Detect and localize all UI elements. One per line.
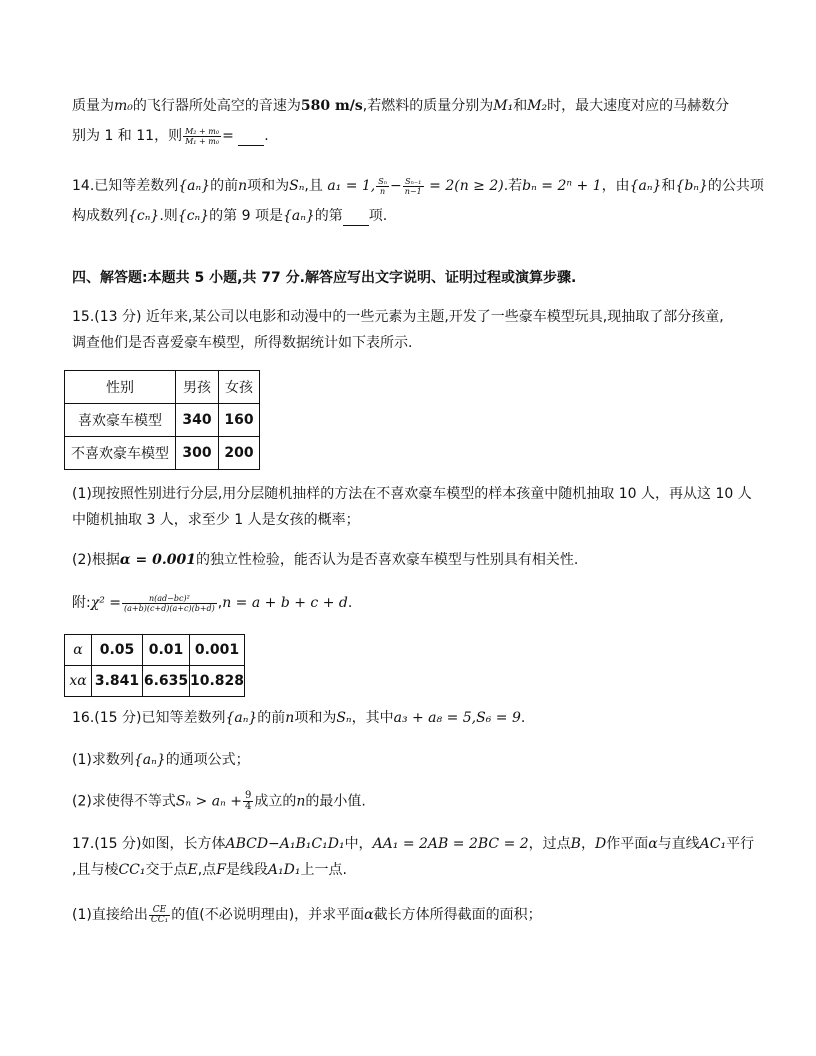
text: ，过点 [528,836,571,852]
table-cell: 300 [176,437,219,470]
math-Sn: Sₙ [289,178,305,194]
math-bn: bₙ = 2ⁿ + 1 [522,178,602,194]
p16-q1 [72,750,250,770]
math-bn: {bₙ} [675,178,708,194]
text: (2)根据 [72,552,120,568]
answer-blank [343,211,369,226]
text: ， [580,836,595,852]
math-an: {aₙ} [178,178,211,194]
table-row [65,404,260,437]
math-fraction [243,791,253,812]
text: . [264,128,269,144]
text: = [222,128,234,144]
text: ，由 [601,178,630,194]
math-n: n [285,710,295,726]
math-n-eq: n = a + b + c + d [222,595,348,611]
text: 的第 [314,208,343,224]
fraction-num: CE [149,906,170,916]
text: 附: [72,595,91,611]
text: 项和为 [294,710,337,726]
math-AC1: AC₁ [699,836,727,852]
p15-q1-line-1: (1)现按照性别进行分层,用分层随机抽样的方法在不喜欢豪车模型的样本孩童中随机抽取 10 人，再从这 10 人 [72,486,752,502]
math-alpha: α [364,907,374,923]
math-n: n [238,178,248,194]
answer-blank [238,131,264,146]
text: 的公共项 [707,178,764,194]
text: 17.(15 分)如图，长方体 [72,836,226,852]
text: 截长方体所得截面的面积； [373,907,542,923]
text: 平行 [726,836,755,852]
table-cell: 不喜欢豪车模型 [65,437,176,470]
p15-line-1: 15.(13 分) 近年来,某公司以电影和动漫中的一些元素为主题,开发了一些豪车模型玩具,现抽取了部分孩童, [72,309,724,325]
math-an: {aₙ} [629,178,662,194]
text: 的最小值. [305,793,366,810]
table-cell: 0.05 [92,635,143,666]
fraction-den: M₁ + m₀ [185,136,220,146]
p14-line-1 [72,176,764,196]
p14-line-2 [72,206,387,226]
fraction-den: (a+b)(c+d)(a+c)(b+d) [124,603,215,613]
math-a1: a₁ = 1, [327,178,376,194]
fraction-den: 4 [244,801,252,812]
math-chi: χ² = [90,595,121,611]
math-F: F [216,862,226,878]
p16-q2 [72,791,366,812]
text: 的前 [210,178,239,194]
text: 与直线 [657,836,700,852]
text: 14.已知等差数列 [72,178,179,194]
text: 的值(不必说明理由)，并求平面 [171,907,365,923]
math-alpha: α [648,836,658,852]
p13-line-1 [72,96,729,116]
table-cell: 0.01 [143,635,190,666]
text: 构成数列 [72,208,128,224]
table-cell: 0.001 [190,635,245,666]
fraction-den: n [380,186,386,196]
text: .则 [159,208,178,224]
math-cn: {cₙ} [128,208,160,224]
p15-q1-line-2: 中随机抽取 3 人，求至少 1 人是女孩的概率； [72,512,360,528]
text: ,若燃料的质量分别为 [362,98,494,114]
math-Sn: Sₙ [336,710,352,726]
table-cell: 200 [219,437,260,470]
text: 成立的 [254,793,297,810]
math-B: B [570,836,581,852]
p17-line-1 [72,834,754,854]
p17-line-2 [72,860,347,880]
math-eq: = 2(n ≥ 2) [429,178,504,194]
text: 作平面 [606,836,649,852]
survey-table [64,370,260,470]
text: . [347,595,353,611]
text: 别为 1 和 11，则 [72,128,183,144]
math-speed: 580 m/s [300,98,363,114]
text: 的前 [257,710,286,726]
text: 交于点 [145,862,188,878]
table-cell: xα [65,666,92,697]
math-an: {aₙ} [133,752,166,768]
text: 和 [513,98,528,114]
table-cell: 6.635 [143,666,190,697]
text: ,且与棱 [72,862,119,878]
table-cell: α [65,635,92,666]
text: − [390,178,402,194]
table-cell: 160 [219,404,260,437]
text: ,点 [197,862,217,878]
text: 16.(15 分)已知等差数列 [72,710,226,726]
text: 时，最大速度对应的马赫数分 [547,98,730,114]
text: 中， [344,836,373,852]
section-heading: 四、解答题:本题共 5 小题,共 77 分.解答应写出文字说明、证明过程或演算步骤. [72,270,577,286]
fraction-num: 9 [244,790,252,801]
p15-q2 [72,550,578,570]
formula-line [72,593,352,613]
text: 的飞行器所处高空的音速为 [132,98,301,114]
text: (1)求数列 [72,752,134,768]
text: (2)求使得不等式 [72,793,176,810]
math-D: D [594,836,607,852]
table-row [65,666,245,697]
table-cell: 10.828 [190,666,245,697]
text: 的独立性检验，能否认为是否喜欢豪车模型与性别具有相关性. [195,552,579,568]
math-CC1: CC₁ [118,862,146,878]
math-alpha: α = 0.001 [119,552,196,568]
math-E: E [187,862,198,878]
math-M2: M₂ [527,98,548,114]
math-inequality: Sₙ > aₙ + [175,793,242,810]
math-box: ABCD−A₁B₁C₁D₁ [225,836,345,852]
text: 项. [368,208,388,224]
p17-q1 [72,905,542,925]
text: (1)直接给出 [72,907,148,923]
text: ,且 [304,178,323,194]
text: , [217,595,223,611]
table-header-row [65,371,260,404]
math-A1D1: A₁D₁ [267,862,301,878]
table-cell: 340 [176,404,219,437]
math-fraction [376,177,389,196]
text: 项和为 [247,178,290,194]
text: ，其中 [351,710,394,726]
text: . [520,710,526,726]
math-fraction [183,127,221,146]
math-fraction [122,594,217,613]
p15-line-2: 调查他们是否喜爱豪车模型，所得数据统计如下表所示. [72,335,413,351]
critical-value-table [64,634,245,697]
table-cell: 喜欢豪车模型 [65,404,176,437]
math-fraction [149,906,170,925]
math-m0: m₀ [114,98,133,114]
math-an: {aₙ} [225,710,258,726]
text: 质量为 [72,98,114,114]
table-cell: 3.841 [92,666,143,697]
table-row [65,635,245,666]
math-M1: M₁ [493,98,514,114]
table-header: 女孩 [219,371,260,404]
text: 和 [661,178,676,194]
fraction-num: n(ad−bc)² [122,594,217,604]
fraction-num: Sₙ [378,176,387,186]
table-row [65,437,260,470]
math-condition: AA₁ = 2AB = 2BC = 2 [372,836,529,852]
fraction-num: Sₙ₋₁ [403,177,424,187]
table-header: 男孩 [176,371,219,404]
fraction-den: CC₁ [150,914,169,925]
fraction-num: M₂ + m₀ [185,126,220,136]
text: 的第 9 项是 [209,208,283,224]
fraction-den: n−1 [404,186,422,196]
math-fraction [403,177,424,196]
text: 的通项公式； [165,752,250,768]
math-condition: a₃ + a₈ = 5,S₆ = 9 [393,710,521,726]
text: .若 [503,178,523,194]
table-header: 性别 [65,371,176,404]
text: 上一点. [300,862,347,878]
math-n: n [296,793,306,810]
p16-line [72,708,525,728]
text: 是线段 [225,862,268,878]
math-an: {aₙ} [282,208,315,224]
p13-line-2 [72,126,269,146]
math-cn: {cₙ} [177,208,210,224]
